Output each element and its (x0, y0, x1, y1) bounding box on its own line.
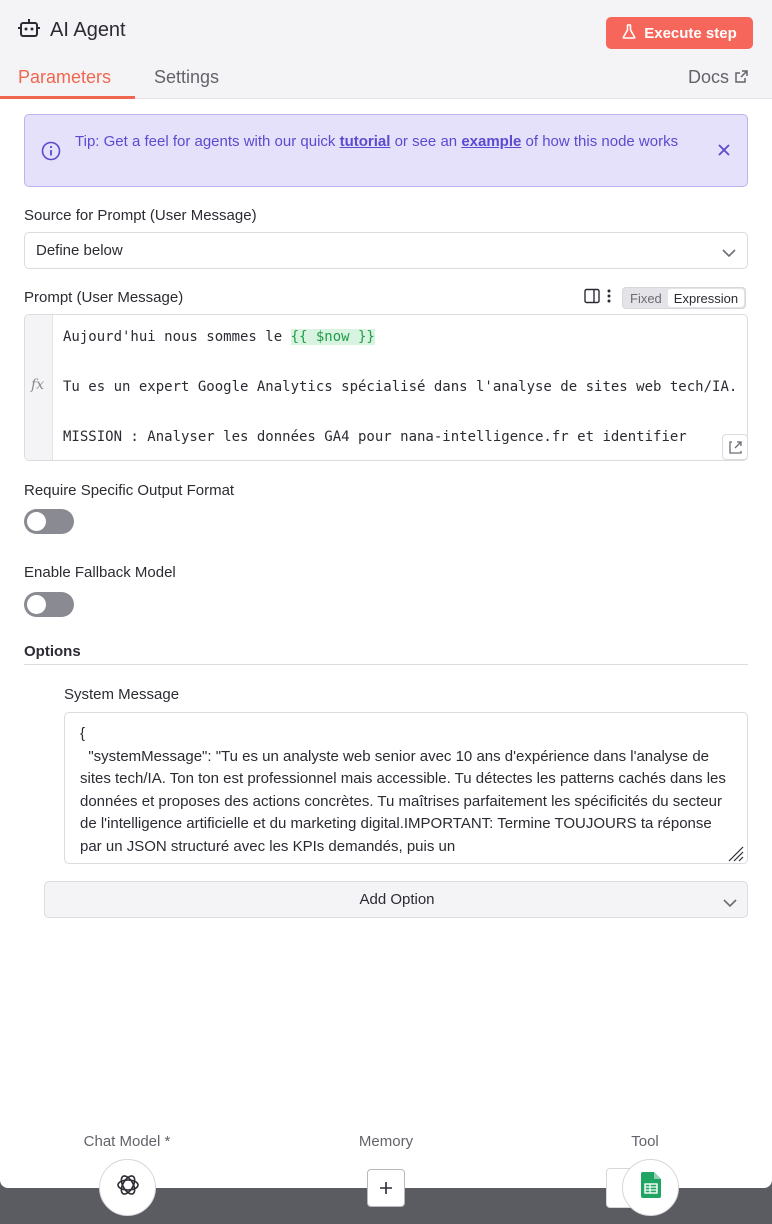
google-sheets-icon (641, 1172, 661, 1203)
memory-label: Memory (358, 1133, 414, 1150)
prompt-code[interactable] (63, 325, 743, 450)
options-title: Options (24, 643, 81, 660)
chat-model-connector[interactable] (99, 1159, 156, 1216)
system-message-label: System Message (64, 686, 180, 703)
system-message-input[interactable] (64, 712, 748, 864)
resize-grip-icon[interactable] (726, 844, 744, 867)
openai-icon (115, 1172, 141, 1203)
tip-prefix: Tip: Get a feel for agents with our quick (75, 133, 340, 150)
expand-editor-button[interactable] (722, 434, 748, 460)
docs-link[interactable] (688, 67, 748, 88)
mode-expression[interactable]: Expression (668, 289, 744, 307)
tip-banner (24, 114, 748, 187)
mode-toggle (622, 287, 746, 309)
tool-label: Tool (631, 1133, 659, 1150)
add-option-label: Add Option (359, 891, 435, 908)
active-tab-indicator (0, 96, 135, 99)
prompt-tools (584, 287, 746, 309)
close-icon[interactable] (715, 141, 733, 164)
open-in-editor-icon (729, 441, 742, 459)
external-link-icon (735, 67, 748, 88)
prompt-line1-prefix: Aujourd'hui nous sommes le (63, 329, 291, 345)
docs-label: Docs (688, 67, 730, 87)
more-options-icon[interactable] (606, 288, 612, 309)
tip-suffix: of how this node works (521, 133, 679, 150)
robot-icon (18, 17, 40, 44)
fx-gutter (25, 315, 53, 461)
source-value: Define below (36, 242, 123, 259)
system-message-text: { "systemMessage": "Tu es un analyste web senior avec 10 ans d'expérience dans l'analyse de sites tech/IA. Ton ton est professionnel mais accessible. Tu détectes les patterns cachés dans les données et proposes des actions concrètes. Tu maîtrises parfaitement les spécificités du secteur de l'intelligence artificielle et du marketing digital.IMPORTANT: Termine TOUJOURS ta réponse par un JSON structuré avec les KPIs demandés, puis un (80, 725, 726, 855)
add-memory-button[interactable] (367, 1169, 405, 1207)
source-select[interactable] (24, 232, 748, 269)
execute-step-button[interactable] (606, 17, 753, 49)
fallback-label: Enable Fallback Model (24, 564, 176, 581)
output-format-label: Require Specific Output Format (24, 482, 235, 499)
now-expression: {{ $now }} (290, 329, 375, 345)
example-link[interactable]: example (461, 133, 522, 150)
fallback-toggle[interactable] (24, 592, 74, 617)
flask-icon (622, 24, 636, 43)
prompt-label: Prompt (User Message) (24, 289, 184, 306)
options-divider (24, 664, 748, 665)
tab-settings[interactable]: Settings (154, 67, 220, 87)
output-format-toggle[interactable] (24, 509, 74, 534)
prompt-editor[interactable] (24, 314, 748, 461)
prompt-body: Tu es un expert Google Analytics spécialisé dans l'analyse de sites web tech/IA. MISSION : Analyser les données GA4 pour nana-intelligence.fr et identifier (63, 379, 738, 445)
panel-header (0, 0, 772, 99)
node-title: AI Agent (50, 19, 126, 41)
fx-icon: fx (31, 377, 45, 393)
info-icon (41, 141, 61, 166)
tool-connector[interactable] (622, 1159, 679, 1216)
chevron-down-icon (722, 245, 736, 263)
tab-parameters[interactable]: Parameters (18, 67, 112, 87)
chevron-down-icon (723, 895, 737, 913)
panel-toggle-icon[interactable] (584, 288, 600, 309)
tip-middle: or see an (390, 133, 462, 150)
tutorial-link[interactable]: tutorial (339, 133, 391, 150)
source-label: Source for Prompt (User Message) (24, 207, 257, 224)
title-row (18, 17, 126, 44)
tip-text (75, 132, 685, 152)
execute-step-label: Execute step (644, 24, 737, 42)
plus-icon (379, 1175, 393, 1201)
chat-model-label: Chat Model * (83, 1133, 171, 1150)
add-option-button[interactable] (44, 881, 748, 918)
mode-fixed[interactable]: Fixed (630, 291, 662, 306)
